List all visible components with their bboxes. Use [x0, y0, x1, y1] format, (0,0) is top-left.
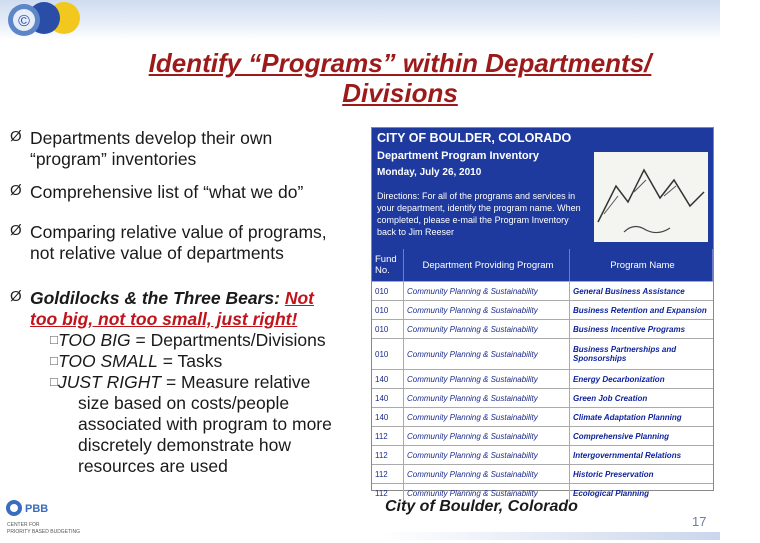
- table-row: [372, 319, 713, 338]
- sub-text: resources are used: [78, 456, 228, 476]
- bullet-text: Comprehensive list of “what we do”: [30, 182, 304, 202]
- department-cell: Community Planning & Sustainability: [404, 301, 570, 319]
- sub-bullet-too-big: [30, 330, 332, 351]
- pbb-logo: [5, 498, 105, 538]
- logo-icon: [2, 0, 80, 40]
- bullet-text: Departments develop their own: [30, 128, 273, 148]
- arrow-bullet-icon: Ø: [10, 222, 22, 239]
- sub-label: TOO SMALL: [58, 351, 158, 371]
- table-row: [372, 338, 713, 369]
- fund-cell: 112: [372, 446, 404, 464]
- program-cell: Green Job Creation: [573, 393, 648, 403]
- bullet-text: “program” inventories: [30, 149, 197, 169]
- pbb-sub-1: CENTER FOR: [7, 522, 40, 528]
- fund-cell: 010: [372, 282, 404, 300]
- department-cell: Community Planning & Sustainability: [404, 465, 570, 483]
- sub-bullet-just-right: [30, 372, 332, 393]
- sub-text: discretely demonstrate how: [78, 435, 292, 455]
- sub-label: TOO BIG: [58, 330, 131, 350]
- program-cell: Business Partnerships and Sponsorships: [573, 345, 677, 363]
- department-cell: Community Planning & Sustainability: [404, 282, 570, 300]
- header-program: Program Name: [570, 249, 713, 281]
- inventory-heading: Department Program Inventory: [377, 150, 539, 162]
- inventory-directions: Directions: For all of the programs and services in your department, identify the program name. When completed, please e-mail the Program Inventory back to Jim Reeser: [377, 191, 581, 237]
- table-row: [372, 426, 713, 445]
- city-name: CITY OF BOULDER, COLORADO: [377, 131, 572, 145]
- department-cell: Community Planning & Sustainability: [404, 320, 570, 338]
- table-row: [372, 407, 713, 426]
- program-inventory-image: [371, 127, 714, 498]
- program-cell: Business Retention and Expansion: [573, 305, 707, 315]
- bottom-gradient: [380, 532, 720, 540]
- fund-cell: 112: [372, 484, 404, 502]
- department-cell: Community Planning & Sustainability: [404, 370, 570, 388]
- fund-cell: 010: [372, 339, 404, 369]
- inventory-date: Monday, July 26, 2010: [377, 167, 482, 178]
- title-line-2: Divisions: [342, 78, 458, 108]
- fund-cell: 010: [372, 301, 404, 319]
- bullet-goldilocks: [10, 288, 332, 477]
- top-band: [0, 0, 720, 40]
- program-cell: Energy Decarbonization: [573, 374, 665, 384]
- department-cell: Community Planning & Sustainability: [404, 427, 570, 445]
- sub-continuation: [30, 393, 332, 477]
- department-cell: Community Planning & Sustainability: [404, 339, 570, 369]
- sub-text: = Departments/Divisions: [135, 330, 326, 350]
- department-cell: Community Planning & Sustainability: [404, 446, 570, 464]
- bullet-departments: [10, 128, 272, 170]
- just-right-text: too big, not too small, just right!: [30, 309, 298, 329]
- inventory-header: [372, 128, 713, 249]
- inventory-table: [372, 249, 713, 502]
- not-too-big-text: Not: [284, 288, 314, 308]
- program-cell: Ecological Planning: [573, 488, 650, 498]
- fund-cell: 112: [372, 427, 404, 445]
- department-cell: Community Planning & Sustainability: [404, 484, 570, 502]
- fund-cell: 010: [372, 320, 404, 338]
- department-cell: Community Planning & Sustainability: [404, 408, 570, 426]
- mountain-sketch-icon: [594, 152, 708, 242]
- sub-text: = Measure relative: [165, 372, 311, 392]
- table-row: [372, 445, 713, 464]
- table-header-row: [372, 249, 713, 281]
- bullet-comprehensive: [10, 182, 303, 203]
- program-cell: Climate Adaptation Planning: [573, 412, 682, 422]
- title-line-1: Identify “Programs” within Departments/: [148, 48, 652, 78]
- checkbox-bullet-icon: □: [50, 374, 58, 389]
- pbb-logo-icon: [5, 498, 105, 538]
- pbb-label: PBB: [25, 503, 49, 515]
- arrow-bullet-icon: Ø: [10, 182, 22, 199]
- bullet-comparing: [10, 222, 327, 264]
- checkbox-bullet-icon: □: [50, 353, 58, 368]
- slide-title: [40, 48, 760, 108]
- table-row: [372, 388, 713, 407]
- department-cell: Community Planning & Sustainability: [404, 389, 570, 407]
- image-caption: City of Boulder, Colorado: [385, 498, 578, 515]
- bullet-text: not relative value of departments: [30, 243, 284, 263]
- goldilocks-text: Goldilocks & the Three Bears:: [30, 288, 280, 308]
- sub-text: size based on costs/people: [78, 393, 290, 413]
- sub-text: associated with program to more: [78, 414, 332, 434]
- arrow-bullet-icon: Ø: [10, 288, 22, 305]
- table-row: [372, 464, 713, 483]
- program-cell: Business Incentive Programs: [573, 324, 686, 334]
- sub-bullet-too-small: [30, 351, 332, 372]
- pbb-sub-2: PRIORITY BASED BUDGETING: [7, 529, 80, 535]
- header-department: Department Providing Program: [404, 249, 570, 281]
- arrow-bullet-icon: Ø: [10, 128, 22, 145]
- fund-cell: 112: [372, 465, 404, 483]
- fund-cell: 140: [372, 370, 404, 388]
- table-row: [372, 300, 713, 319]
- table-row: [372, 369, 713, 388]
- program-cell: General Business Assistance: [573, 286, 685, 296]
- program-cell: Intergovernmental Relations: [573, 450, 682, 460]
- sub-label: JUST RIGHT: [58, 372, 162, 392]
- checkbox-bullet-icon: □: [50, 332, 58, 347]
- program-cell: Comprehensive Planning: [573, 431, 670, 441]
- header-fund: Fund No.: [372, 249, 404, 281]
- table-row: [372, 281, 713, 300]
- fund-cell: 140: [372, 389, 404, 407]
- svg-text:©: ©: [18, 13, 30, 30]
- fund-cell: 140: [372, 408, 404, 426]
- sub-text: = Tasks: [162, 351, 223, 371]
- page-number: 17: [692, 514, 707, 529]
- bullet-text: Comparing relative value of programs,: [30, 222, 327, 242]
- program-cell: Historic Preservation: [573, 469, 654, 479]
